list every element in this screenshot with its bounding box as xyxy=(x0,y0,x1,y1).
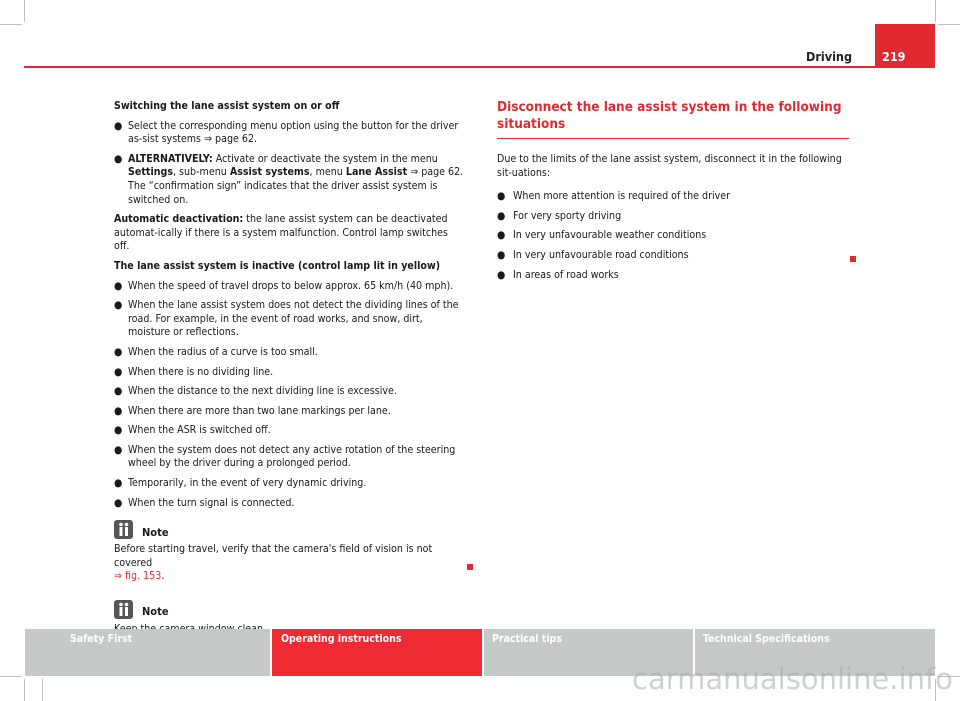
list-item: ● When there is no dividing line. xyxy=(114,365,274,378)
list-item: ● When the speed of travel drops to below approx. 65 km/h (40 mph). xyxy=(114,279,454,292)
list-item: ● Temporarily, in the event of very dynamic driving. xyxy=(114,477,367,490)
bullet-icon: ● xyxy=(114,404,123,417)
bullet-icon: ● xyxy=(114,496,123,509)
bullet-icon: ● xyxy=(114,152,123,165)
crop-mark xyxy=(0,24,22,25)
intro-text: Due to the limits of the lane assist system, disconnect it in the following sit-uations: xyxy=(497,153,842,179)
bullet-icon: ● xyxy=(114,345,123,358)
bullet-icon: ● xyxy=(497,248,506,261)
info-note-icon xyxy=(114,600,133,619)
list-item: ● When the turn signal is connected. xyxy=(114,496,295,509)
crop-mark xyxy=(42,679,43,701)
bullet-icon: ● xyxy=(497,268,506,281)
heading-switching: Switching the lane assist system on or off xyxy=(114,100,340,112)
section-end-marker xyxy=(850,256,856,262)
list-item: ● When the lane assist system does not detect the dividing lines of the road. For example, in the event of road works, and snow, dirt, moisture or reflections. xyxy=(114,299,459,339)
list-item: ● When more attention is required of the driver xyxy=(497,190,731,203)
automatic-deactivation: Automatic deactivation: the lane assist system can be deactivated automat-ically if there is a system malfunction. Control lamp switches off. xyxy=(114,213,448,253)
bullet-icon: ● xyxy=(114,119,123,132)
watermark: carmanualsonline.info xyxy=(632,662,953,696)
footer-tab-technical-specifications[interactable]: Technical Specifications xyxy=(695,629,935,676)
bullet-icon: ● xyxy=(497,209,506,222)
note-label: Note xyxy=(142,605,169,619)
list-item: ● In very unfavourable road conditions xyxy=(497,248,689,261)
crop-mark xyxy=(24,0,25,22)
note-label: Note xyxy=(142,525,169,539)
left-column xyxy=(114,100,466,643)
section-heading: Disconnect the lane assist system in the following situations xyxy=(497,99,842,132)
crop-mark xyxy=(938,24,960,25)
heading-rule xyxy=(497,138,849,139)
page-number: 219 xyxy=(882,49,906,64)
list-item: ● When the radius of a curve is too small. xyxy=(114,345,318,358)
footer-tab-operating-instructions[interactable]: Operating instructions xyxy=(272,629,482,676)
info-note-icon xyxy=(114,520,133,539)
bullet-icon: ● xyxy=(114,365,123,378)
bullet-icon: ● xyxy=(114,443,123,456)
list-item: ● In areas of road works xyxy=(497,268,619,281)
crop-mark xyxy=(0,676,22,677)
bullet-icon: ● xyxy=(497,229,506,242)
bullet-icon: ● xyxy=(114,279,123,292)
bullet-icon: ● xyxy=(114,477,123,490)
list-item: ● When the system does not detect any active rotation of the steering wheel by the driver during a prolonged period. xyxy=(114,443,456,470)
heading-inactive: The lane assist system is inactive (control lamp lit in yellow) xyxy=(114,259,441,272)
bullet-icon: ● xyxy=(114,385,123,398)
list-item: ● When there are more than two lane markings per lane. xyxy=(114,404,391,417)
bullet-icon: ● xyxy=(114,299,123,312)
list-item: ● Select the corresponding menu option using the button for the driver as-sist systems ⇒ page 62. xyxy=(114,119,459,146)
section-title: Driving xyxy=(806,49,852,64)
note-header xyxy=(114,600,466,619)
footer-tab-practical-tips[interactable]: Practical tips xyxy=(484,629,693,676)
crop-mark xyxy=(935,0,936,22)
list-item: ● In very unfavourable weather conditions xyxy=(497,229,707,242)
bullet-icon: ● xyxy=(497,190,506,203)
list-item: ● ALTERNATIVELY: Activate or deactivate the system in the menu Settings, sub-menu Assist systems, menu Lane Assist ⇒ page 62. The “confirmation sign” indicates that the driver assist system is switched on. xyxy=(114,152,464,206)
right-column xyxy=(497,99,857,288)
note-text: Before starting travel, verify that the camera's field of vision is not covered ⇒ fig. 153. xyxy=(114,543,433,583)
bullet-icon: ● xyxy=(114,424,123,437)
list-item: ● When the ASR is switched off. xyxy=(114,424,271,437)
section-end-marker xyxy=(467,564,473,570)
crop-mark xyxy=(24,679,25,701)
figure-link[interactable]: ⇒ fig. 153 xyxy=(114,570,162,583)
list-item: ● When the distance to the next dividing line is excessive. xyxy=(114,385,397,398)
note-header xyxy=(114,520,466,539)
footer-tab-safety-first[interactable]: Safety First xyxy=(25,629,270,676)
list-item: ● For very sporty driving xyxy=(497,209,622,222)
header-rule xyxy=(24,66,935,68)
